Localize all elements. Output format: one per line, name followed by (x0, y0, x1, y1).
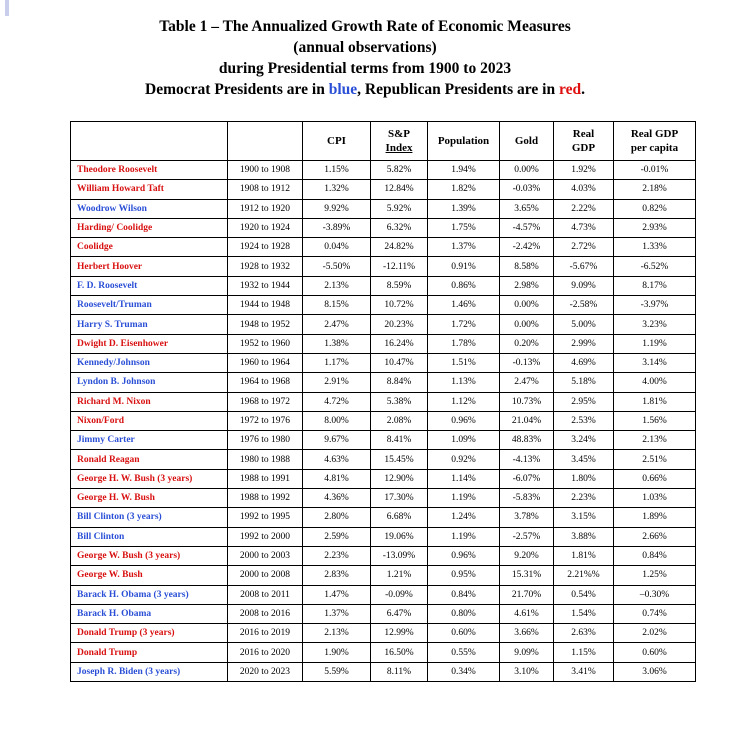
header-gold: Gold (500, 122, 554, 161)
sp-index-cell: 6.68% (371, 508, 428, 527)
table-row (71, 373, 696, 392)
sp-index-cell: 10.72% (371, 296, 428, 315)
president-cell: Bill Clinton (71, 527, 228, 546)
header-sp-line2: Index (385, 142, 413, 154)
gold-cell: 3.66% (500, 624, 554, 643)
header-population: Population (428, 122, 500, 161)
years-cell: 1912 to 1920 (228, 199, 303, 218)
cpi-cell: 2.80% (303, 508, 371, 527)
real-gdp-cell: 2.72% (554, 238, 614, 257)
real-gdp-per-capita-cell: 0.84% (614, 546, 696, 565)
population-cell: 0.55% (428, 643, 500, 662)
population-cell: 1.12% (428, 392, 500, 411)
table-body (71, 161, 696, 682)
gold-cell: 21.70% (500, 585, 554, 604)
page-edge-marker (5, 0, 9, 16)
cpi-cell: -5.50% (303, 257, 371, 276)
gold-cell: 21.04% (500, 411, 554, 430)
real-gdp-cell: 1.54% (554, 604, 614, 623)
years-cell: 1948 to 1952 (228, 315, 303, 334)
cpi-cell: 2.47% (303, 315, 371, 334)
sp-index-cell: 2.08% (371, 411, 428, 430)
legend-blue-word: blue (328, 81, 358, 98)
sp-index-cell: 6.47% (371, 604, 428, 623)
gold-cell: 9.09% (500, 643, 554, 662)
real-gdp-per-capita-cell: 1.56% (614, 411, 696, 430)
real-gdp-cell: 5.00% (554, 315, 614, 334)
table-row (71, 450, 696, 469)
real-gdp-cell: 4.73% (554, 218, 614, 237)
sp-index-cell: 19.06% (371, 527, 428, 546)
cpi-cell: 4.63% (303, 450, 371, 469)
gold-cell: -2.57% (500, 527, 554, 546)
table-row (71, 353, 696, 372)
population-cell: 0.60% (428, 624, 500, 643)
president-cell: Donald Trump (3 years) (71, 624, 228, 643)
real-gdp-cell: 3.45% (554, 450, 614, 469)
president-cell: Nixon/Ford (71, 411, 228, 430)
real-gdp-per-capita-cell: 1.89% (614, 508, 696, 527)
sp-index-cell: 8.84% (371, 373, 428, 392)
gold-cell: 10.73% (500, 392, 554, 411)
real-gdp-cell: 3.88% (554, 527, 614, 546)
sp-index-cell: 5.38% (371, 392, 428, 411)
population-cell: 0.86% (428, 276, 500, 295)
gold-cell: -0.03% (500, 180, 554, 199)
years-cell: 1932 to 1944 (228, 276, 303, 295)
table-row (71, 489, 696, 508)
table-row (71, 392, 696, 411)
real-gdp-cell: 2.95% (554, 392, 614, 411)
president-cell: Jimmy Carter (71, 431, 228, 450)
real-gdp-per-capita-cell: 0.74% (614, 604, 696, 623)
table-row (71, 257, 696, 276)
real-gdp-cell: 1.80% (554, 469, 614, 488)
president-cell: Barack H. Obama (71, 604, 228, 623)
header-gdp-pc-line2: per capita (630, 142, 679, 154)
table-row (71, 469, 696, 488)
president-cell: Woodrow Wilson (71, 199, 228, 218)
years-cell: 2008 to 2011 (228, 585, 303, 604)
header-cpi: CPI (303, 122, 371, 161)
cpi-cell: 8.15% (303, 296, 371, 315)
real-gdp-cell: 0.54% (554, 585, 614, 604)
president-cell: Ronald Reagan (71, 450, 228, 469)
president-cell: Harding/ Coolidge (71, 218, 228, 237)
years-cell: 2000 to 2003 (228, 546, 303, 565)
gold-cell: 15.31% (500, 566, 554, 585)
real-gdp-cell: 1.81% (554, 546, 614, 565)
cpi-cell: 2.91% (303, 373, 371, 392)
table-row (71, 604, 696, 623)
population-cell: 1.14% (428, 469, 500, 488)
sp-index-cell: -0.09% (371, 585, 428, 604)
cpi-cell: 1.15% (303, 161, 371, 180)
gold-cell: 0.00% (500, 315, 554, 334)
president-cell: Barack H. Obama (3 years) (71, 585, 228, 604)
cpi-cell: -3.89% (303, 218, 371, 237)
sp-index-cell: 17.30% (371, 489, 428, 508)
years-cell: 2016 to 2019 (228, 624, 303, 643)
gold-cell: 48.83% (500, 431, 554, 450)
real-gdp-cell: -5.67% (554, 257, 614, 276)
table-row (71, 315, 696, 334)
real-gdp-cell: 2.63% (554, 624, 614, 643)
real-gdp-cell: 5.18% (554, 373, 614, 392)
population-cell: 1.46% (428, 296, 500, 315)
gold-cell: 3.65% (500, 199, 554, 218)
years-cell: 1928 to 1932 (228, 257, 303, 276)
header-real-gdp-per-capita (614, 122, 696, 161)
population-cell: 1.94% (428, 161, 500, 180)
legend-red-word: red (558, 81, 582, 98)
years-cell: 2016 to 2020 (228, 643, 303, 662)
population-cell: 1.82% (428, 180, 500, 199)
gold-cell: 0.20% (500, 334, 554, 353)
population-cell: 1.37% (428, 238, 500, 257)
cpi-cell: 0.04% (303, 238, 371, 257)
cpi-cell: 9.67% (303, 431, 371, 450)
table-row (71, 662, 696, 681)
table-row (71, 199, 696, 218)
cpi-cell: 8.00% (303, 411, 371, 430)
real-gdp-cell: 2.21%% (554, 566, 614, 585)
header-real-gdp-line1: Real (572, 128, 595, 140)
gold-cell: -4.13% (500, 450, 554, 469)
header-sp-line1: S&P (388, 128, 410, 140)
real-gdp-per-capita-cell: 0.66% (614, 469, 696, 488)
header-real-gdp (554, 122, 614, 161)
years-cell: 1988 to 1992 (228, 489, 303, 508)
sp-index-cell: 12.99% (371, 624, 428, 643)
years-cell: 1920 to 1924 (228, 218, 303, 237)
header-row (71, 122, 696, 161)
table-title (60, 16, 670, 100)
sp-index-cell: 12.90% (371, 469, 428, 488)
table-row (71, 643, 696, 662)
real-gdp-cell: 3.15% (554, 508, 614, 527)
real-gdp-cell: 1.92% (554, 161, 614, 180)
table-row (71, 508, 696, 527)
president-cell: George W. Bush (71, 566, 228, 585)
legend-suffix: . (581, 81, 585, 98)
population-cell: 0.92% (428, 450, 500, 469)
president-cell: George W. Bush (3 years) (71, 546, 228, 565)
gold-cell: 0.00% (500, 296, 554, 315)
population-cell: 1.72% (428, 315, 500, 334)
gold-cell: 4.61% (500, 604, 554, 623)
real-gdp-per-capita-cell: 3.23% (614, 315, 696, 334)
table-row (71, 546, 696, 565)
population-cell: 0.96% (428, 546, 500, 565)
president-cell: Lyndon B. Johnson (71, 373, 228, 392)
president-cell: Herbert Hoover (71, 257, 228, 276)
president-cell: Harry S. Truman (71, 315, 228, 334)
sp-index-cell: -13.09% (371, 546, 428, 565)
president-cell: Theodore Roosevelt (71, 161, 228, 180)
cpi-cell: 2.23% (303, 546, 371, 565)
sp-index-cell: 12.84% (371, 180, 428, 199)
real-gdp-per-capita-cell: 2.02% (614, 624, 696, 643)
gold-cell: 0.00% (500, 161, 554, 180)
real-gdp-cell: -2.58% (554, 296, 614, 315)
sp-index-cell: 8.59% (371, 276, 428, 295)
sp-index-cell: -12.11% (371, 257, 428, 276)
years-cell: 1972 to 1976 (228, 411, 303, 430)
population-cell: 1.39% (428, 199, 500, 218)
population-cell: 1.09% (428, 431, 500, 450)
real-gdp-per-capita-cell: 2.13% (614, 431, 696, 450)
real-gdp-per-capita-cell: 3.06% (614, 662, 696, 681)
table-row (71, 218, 696, 237)
sp-index-cell: 16.50% (371, 643, 428, 662)
real-gdp-per-capita-cell: 1.03% (614, 489, 696, 508)
population-cell: 0.84% (428, 585, 500, 604)
header-years (228, 122, 303, 161)
gold-cell: -5.83% (500, 489, 554, 508)
table-row (71, 527, 696, 546)
population-cell: 0.96% (428, 411, 500, 430)
gold-cell: -4.57% (500, 218, 554, 237)
gold-cell: 2.47% (500, 373, 554, 392)
real-gdp-per-capita-cell: 0.82% (614, 199, 696, 218)
real-gdp-per-capita-cell: –0.30% (614, 585, 696, 604)
gold-cell: 3.78% (500, 508, 554, 527)
years-cell: 2008 to 2016 (228, 604, 303, 623)
years-cell: 1900 to 1908 (228, 161, 303, 180)
population-cell: 0.95% (428, 566, 500, 585)
real-gdp-cell: 9.09% (554, 276, 614, 295)
gold-cell: -0.13% (500, 353, 554, 372)
real-gdp-cell: 2.23% (554, 489, 614, 508)
real-gdp-per-capita-cell: -3.97% (614, 296, 696, 315)
cpi-cell: 4.72% (303, 392, 371, 411)
president-cell: George H. W. Bush (71, 489, 228, 508)
table-row (71, 566, 696, 585)
real-gdp-per-capita-cell: 2.66% (614, 527, 696, 546)
real-gdp-per-capita-cell: 3.14% (614, 353, 696, 372)
real-gdp-per-capita-cell: 2.51% (614, 450, 696, 469)
years-cell: 1964 to 1968 (228, 373, 303, 392)
header-sp-index (371, 122, 428, 161)
table-row (71, 624, 696, 643)
title-line-4 (60, 79, 670, 100)
sp-index-cell: 15.45% (371, 450, 428, 469)
cpi-cell: 2.13% (303, 276, 371, 295)
years-cell: 1988 to 1991 (228, 469, 303, 488)
cpi-cell: 1.17% (303, 353, 371, 372)
cpi-cell: 2.13% (303, 624, 371, 643)
real-gdp-cell: 2.99% (554, 334, 614, 353)
population-cell: 1.19% (428, 489, 500, 508)
years-cell: 1908 to 1912 (228, 180, 303, 199)
cpi-cell: 2.83% (303, 566, 371, 585)
real-gdp-per-capita-cell: -0.01% (614, 161, 696, 180)
table-row (71, 334, 696, 353)
sp-index-cell: 24.82% (371, 238, 428, 257)
cpi-cell: 1.38% (303, 334, 371, 353)
cpi-cell: 2.59% (303, 527, 371, 546)
real-gdp-per-capita-cell: 1.33% (614, 238, 696, 257)
cpi-cell: 1.47% (303, 585, 371, 604)
real-gdp-cell: 3.24% (554, 431, 614, 450)
table-row (71, 431, 696, 450)
sp-index-cell: 10.47% (371, 353, 428, 372)
population-cell: 0.34% (428, 662, 500, 681)
sp-index-cell: 20.23% (371, 315, 428, 334)
population-cell: 1.19% (428, 527, 500, 546)
table-row (71, 585, 696, 604)
real-gdp-per-capita-cell: 2.93% (614, 218, 696, 237)
years-cell: 1976 to 1980 (228, 431, 303, 450)
real-gdp-per-capita-cell: 1.19% (614, 334, 696, 353)
gold-cell: -2.42% (500, 238, 554, 257)
header-real-gdp-line2: GDP (571, 142, 596, 154)
cpi-cell: 4.36% (303, 489, 371, 508)
president-cell: Bill Clinton (3 years) (71, 508, 228, 527)
header-president (71, 122, 228, 161)
population-cell: 1.13% (428, 373, 500, 392)
table-row (71, 296, 696, 315)
population-cell: 1.24% (428, 508, 500, 527)
sp-index-cell: 8.41% (371, 431, 428, 450)
sp-index-cell: 5.82% (371, 161, 428, 180)
president-cell: Kennedy/Johnson (71, 353, 228, 372)
real-gdp-cell: 3.41% (554, 662, 614, 681)
growth-rate-table (70, 121, 696, 682)
real-gdp-per-capita-cell: -6.52% (614, 257, 696, 276)
real-gdp-cell: 1.15% (554, 643, 614, 662)
sp-index-cell: 5.92% (371, 199, 428, 218)
table-row (71, 180, 696, 199)
table-row (71, 238, 696, 257)
cpi-cell: 5.59% (303, 662, 371, 681)
population-cell: 0.80% (428, 604, 500, 623)
president-cell: Coolidge (71, 238, 228, 257)
sp-index-cell: 8.11% (371, 662, 428, 681)
real-gdp-cell: 2.22% (554, 199, 614, 218)
real-gdp-cell: 4.69% (554, 353, 614, 372)
table-row (71, 161, 696, 180)
years-cell: 1960 to 1964 (228, 353, 303, 372)
sp-index-cell: 6.32% (371, 218, 428, 237)
president-cell: F. D. Roosevelt (71, 276, 228, 295)
legend-middle: , Republican Presidents are in (357, 81, 559, 98)
real-gdp-cell: 2.53% (554, 411, 614, 430)
president-cell: Richard M. Nixon (71, 392, 228, 411)
president-cell: Dwight D. Eisenhower (71, 334, 228, 353)
years-cell: 1944 to 1948 (228, 296, 303, 315)
cpi-cell: 1.37% (303, 604, 371, 623)
cpi-cell: 9.92% (303, 199, 371, 218)
president-cell: Joseph R. Biden (3 years) (71, 662, 228, 681)
sp-index-cell: 16.24% (371, 334, 428, 353)
years-cell: 2000 to 2008 (228, 566, 303, 585)
population-cell: 1.51% (428, 353, 500, 372)
years-cell: 1980 to 1988 (228, 450, 303, 469)
years-cell: 1952 to 1960 (228, 334, 303, 353)
gold-cell: 3.10% (500, 662, 554, 681)
cpi-cell: 1.32% (303, 180, 371, 199)
gold-cell: 2.98% (500, 276, 554, 295)
real-gdp-per-capita-cell: 1.25% (614, 566, 696, 585)
president-cell: George H. W. Bush (3 years) (71, 469, 228, 488)
real-gdp-per-capita-cell: 1.81% (614, 392, 696, 411)
legend-prefix: Democrat Presidents are in (145, 81, 329, 98)
population-cell: 1.75% (428, 218, 500, 237)
population-cell: 0.91% (428, 257, 500, 276)
cpi-cell: 1.90% (303, 643, 371, 662)
sp-index-cell: 1.21% (371, 566, 428, 585)
years-cell: 2020 to 2023 (228, 662, 303, 681)
title-line-2: (annual observations) (293, 39, 437, 56)
header-gdp-pc-line1: Real GDP (630, 128, 679, 140)
years-cell: 1992 to 2000 (228, 527, 303, 546)
real-gdp-per-capita-cell: 0.60% (614, 643, 696, 662)
years-cell: 1924 to 1928 (228, 238, 303, 257)
title-line-3: during Presidential terms from 1900 to 2023 (218, 60, 512, 77)
title-line-1: Table 1 – The Annualized Growth Rate of Economic Measures (159, 18, 571, 35)
years-cell: 1992 to 1995 (228, 508, 303, 527)
gold-cell: -6.07% (500, 469, 554, 488)
real-gdp-per-capita-cell: 2.18% (614, 180, 696, 199)
gold-cell: 9.20% (500, 546, 554, 565)
years-cell: 1968 to 1972 (228, 392, 303, 411)
real-gdp-per-capita-cell: 4.00% (614, 373, 696, 392)
table-row (71, 411, 696, 430)
president-cell: Donald Trump (71, 643, 228, 662)
president-cell: William Howard Taft (71, 180, 228, 199)
gold-cell: 8.58% (500, 257, 554, 276)
population-cell: 1.78% (428, 334, 500, 353)
president-cell: Roosevelt/Truman (71, 296, 228, 315)
real-gdp-per-capita-cell: 8.17% (614, 276, 696, 295)
table-row (71, 276, 696, 295)
real-gdp-cell: 4.03% (554, 180, 614, 199)
cpi-cell: 4.81% (303, 469, 371, 488)
